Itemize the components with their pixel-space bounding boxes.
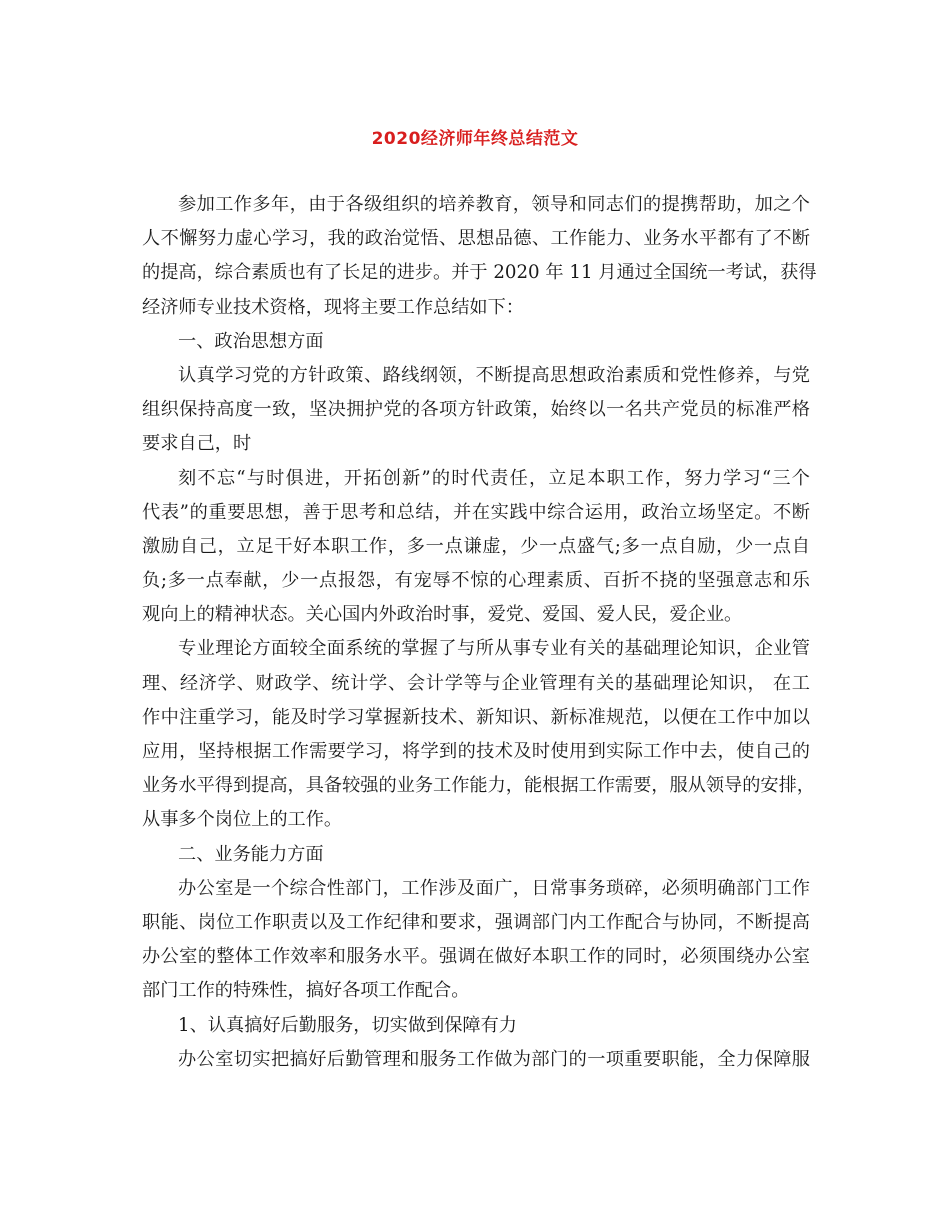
text-line: 办公室的整体工作效率和服务水平。强调在做好本职工作的同时，必须围绕办公室 (142, 946, 810, 968)
text-line: 一、政治思想方面 (178, 330, 324, 352)
text-line: 人不懈努力虚心学习，我的政治觉悟、思想品德、工作能力、业务水平都有了不断 (142, 228, 810, 250)
text-line: 激励自己，立足干好本职工作，多一点谦虚，少一点盛气;多一点自励，少一点自 (142, 535, 810, 557)
text-line: 刻不忘“与时俱进，开拓创新”的时代责任，立足本职工作，努力学习“三个 (178, 467, 810, 489)
text-line: 参加工作多年，由于各级组织的培养教育，领导和同志们的提携帮助，加之个 (178, 194, 810, 215)
text-line: 理、经济学、财政学、统计学、会计学等与企业管理有关的基础理论知识， 在工 (142, 672, 810, 694)
document-body (142, 188, 817, 1077)
text-line: 职能、岗位工作职责以及工作纪律和要求，强调部门内工作配合与协同，不断提高 (142, 911, 810, 933)
text-line: 1、认真搞好后勤服务，切实做到保障有力 (178, 1014, 517, 1036)
text-line: 要求自己，时 (142, 433, 252, 455)
text-line: 办公室切实把搞好后勤管理和服务工作做为部门的一项重要职能，全力保障服 (178, 1048, 810, 1070)
text-line: 从事多个岗位上的工作。 (142, 809, 343, 831)
text-line: 的提高，综合素质也有了长足的进步。并于 2020 年 11 月通过全国统一考试，获得 (142, 262, 817, 284)
text-line: 组织保持高度一致，坚决拥护党的各项方针政策，始终以一名共产党员的标准严格 (142, 399, 810, 421)
text-line: 办公室是一个综合性部门，工作涉及面广，日常事务琐碎，必须明确部门工作 (178, 877, 810, 899)
text-line: 业务水平得到提高，具备较强的业务工作能力，能根据工作需要，服从领导的安排， (142, 775, 815, 797)
text-line: 认真学习党的方针政策、路线纲领，不断提高思想政治素质和党性修养，与党 (178, 364, 810, 386)
text-line: 应用，坚持根据工作需要学习，将学到的技术及时使用到实际工作中去，使自己的 (142, 741, 810, 762)
text-line: 二、业务能力方面 (178, 843, 324, 865)
text-line: 观向上的精神状态。关心国内外政治时事，爱党、爱国、爱人民，爱企业。 (142, 604, 743, 626)
text-line: 代表”的重要思想，善于思考和总结，并在实践中综合运用，政治立场坚定。不断 (142, 501, 810, 523)
text-line: 专业理论方面较全面系统的掌握了与所从事专业有关的基础理论知识，企业管 (178, 638, 810, 660)
text-line: 作中注重学习，能及时学习掌握新技术、新知识、新标准规范，以便在工作中加以 (142, 706, 810, 728)
document-title: 2020经济师年终总结范文 (371, 129, 579, 149)
text-line: 负;多一点奉献，少一点报怨，有宠辱不惊的心理素质、百折不挠的坚强意志和乐 (142, 570, 810, 592)
text-line: 经济师专业技术资格，现将主要工作总结如下： (142, 296, 524, 318)
text-line: 部门工作的特殊性，搞好各项工作配合。 (142, 980, 470, 1002)
